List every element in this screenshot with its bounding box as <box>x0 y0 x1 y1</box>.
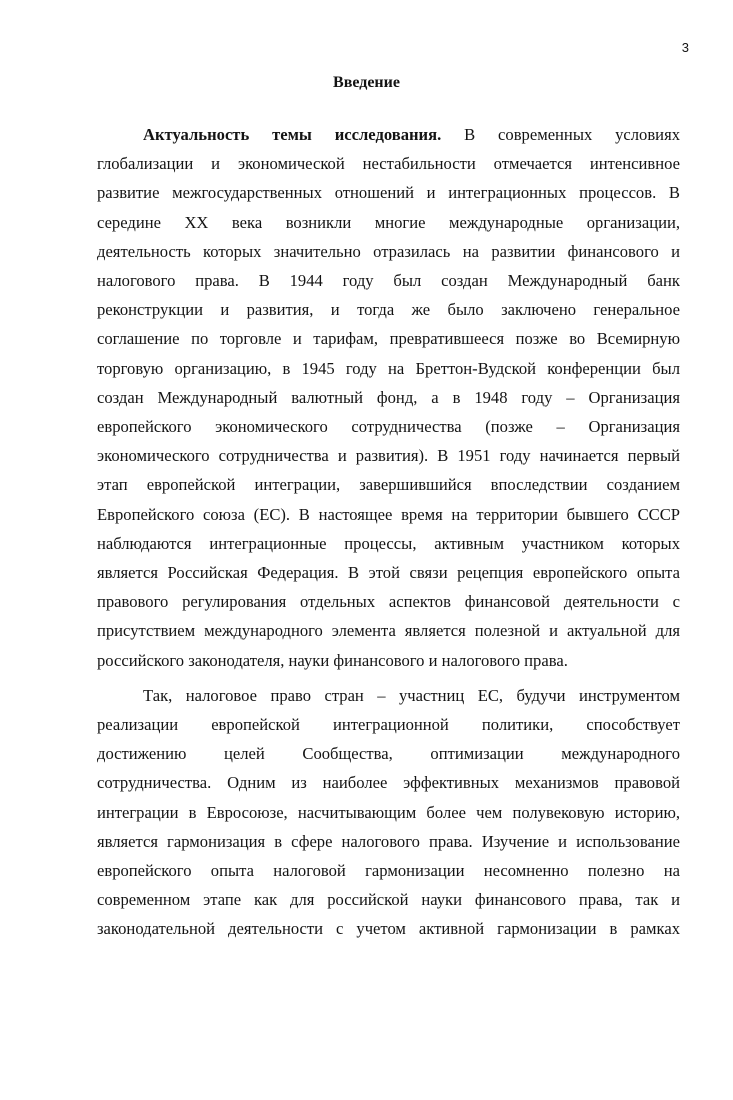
paragraph-line: достижению целей Сообщества, оптимизации международного <box>97 744 680 764</box>
paragraph-line: соглашение по торговле и тарифам, превратившееся позже во Всемирную <box>97 329 680 349</box>
paragraph-line: европейского опыта налоговой гармонизации несомненно полезно на <box>97 861 680 881</box>
paragraph-line: правового регулирования отдельных аспектов финансовой деятельности с <box>97 592 680 612</box>
paragraph-line: российского законодателя, науки финансового и налогового права. <box>97 650 568 670</box>
paragraph-line: реализации европейской интеграционной политики, способствует <box>97 715 680 735</box>
paragraph-line: сотрудничества. Одним из наиболее эффективных механизмов правовой <box>97 773 680 793</box>
paragraph-line: деятельность которых значительно отразилась на развитии финансового и <box>97 241 680 261</box>
paragraph-line <box>97 120 680 149</box>
paragraph-line: создан Международный валютный фонд, а в 1948 году – Организация <box>97 387 680 407</box>
paragraph-harmonization <box>97 681 680 944</box>
paragraph-line: современном этапе как для российской науки финансового права, так и <box>97 890 680 910</box>
page-number: 3 <box>681 40 689 55</box>
paragraph-line: европейского экономического сотрудничества (позже – Организация <box>97 417 680 437</box>
paragraph-line: глобализации и экономической нестабильности отмечается интенсивное <box>97 154 680 174</box>
paragraph-line: торговую организацию, в 1945 году на Бреттон-Вудской конференции был <box>97 358 680 378</box>
paragraph-line: реконструкции и развития, и тогда же было заключено генеральное <box>97 300 680 320</box>
paragraph-line: законодательной деятельности с учетом активной гармонизации в рамках <box>97 919 680 939</box>
paragraph-line: наблюдаются интеграционные процессы, активным участником которых <box>97 533 680 553</box>
paragraph-line: середине XX века возникли многие международные организации, <box>97 212 680 232</box>
paragraph-line-text: В современных условиях <box>464 125 680 144</box>
paragraph-line: является Российская Федерация. В этой связи рецепция европейского опыта <box>97 563 680 583</box>
section-title: Введение <box>333 74 400 91</box>
paragraph-line: налогового права. В 1944 году был создан Международный банк <box>97 271 680 291</box>
paragraph-line: присутствием международного элемента является полезной и актуальной для <box>97 621 680 641</box>
paragraph-line: Европейского союза (ЕС). В настоящее время на территории бывшего СССР <box>97 504 680 524</box>
paragraph-line: экономического сотрудничества и развития). В 1951 году начинается первый <box>97 446 680 466</box>
paragraph-relevance <box>97 120 680 675</box>
body-text <box>97 120 680 944</box>
paragraph-line: интеграции в Евросоюзе, насчитывающим более чем полувековую историю, <box>97 802 680 822</box>
paragraph-line: этап европейской интеграции, завершившийся впоследствии созданием <box>97 475 680 495</box>
lead-heading: Актуальность темы исследования. <box>143 125 442 144</box>
paragraph-line: развитие межгосударственных отношений и интеграционных процессов. В <box>97 183 680 203</box>
paragraph-line: является гармонизация в сфере налогового права. Изучение и использование <box>97 831 680 851</box>
paragraph-line: Так, налоговое право стран – участниц ЕС, будучи инструментом <box>143 685 680 705</box>
